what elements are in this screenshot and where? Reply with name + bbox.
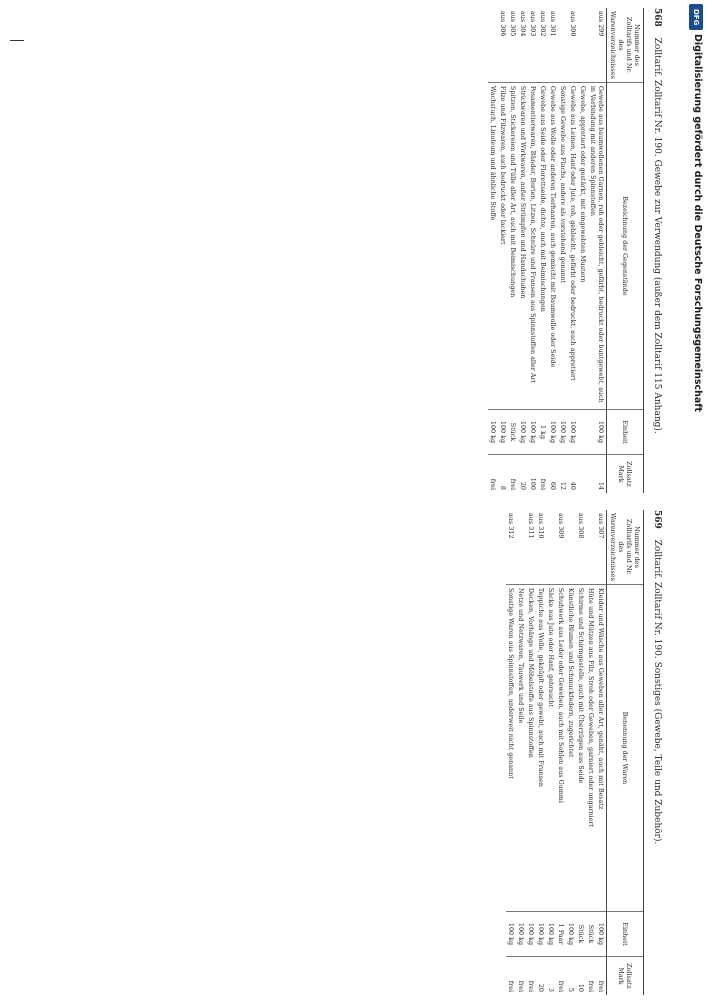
row-description: Schirme und Schirmgestelle, auch mit Überzügen aus Seide bbox=[576, 584, 586, 911]
row-unit: 100 kg bbox=[596, 912, 607, 957]
row-rate: 40 bbox=[568, 455, 578, 494]
table-row bbox=[506, 510, 516, 995]
table-row bbox=[518, 8, 528, 493]
row-unit: 100 kg bbox=[498, 410, 508, 455]
left-table-header-row bbox=[607, 8, 644, 493]
row-rate: frei bbox=[538, 455, 548, 494]
row-number: aus 301 bbox=[549, 11, 557, 37]
right-page-number: 569 bbox=[652, 510, 662, 529]
row-unit: 100 kg bbox=[518, 410, 528, 455]
row-unit: 100 kg bbox=[566, 912, 576, 957]
table-row bbox=[508, 8, 518, 493]
table-row bbox=[488, 8, 498, 493]
row-unit: 1 Paar bbox=[556, 912, 566, 957]
row-unit: 100 kg bbox=[546, 912, 556, 957]
row-description: Gewebe, appretiert oder gestärkt, mit eingewebten Mustern bbox=[578, 82, 588, 409]
table-row bbox=[548, 8, 558, 493]
row-rate: frei bbox=[526, 957, 536, 996]
dfg-logo: DFG bbox=[689, 4, 703, 30]
row-rate: 8 bbox=[498, 455, 508, 494]
table-row bbox=[536, 510, 546, 995]
right-table-header-row bbox=[607, 510, 644, 995]
right-page bbox=[50, 510, 670, 995]
digitization-credit: Digitalisierung gefördert durch die Deutsche Forschungsgemeinschaft bbox=[692, 34, 703, 412]
table-row bbox=[556, 510, 566, 995]
table-row bbox=[566, 510, 576, 995]
table-row bbox=[516, 510, 526, 995]
row-number bbox=[488, 8, 498, 82]
corner-mark bbox=[10, 40, 24, 41]
left-col-number: Nummer des Zolltarifs und Nr. des Warenverzeichnisses bbox=[607, 8, 644, 82]
row-unit: 1 kg bbox=[538, 410, 548, 455]
row-description: Gewebe aus Wolle oder anderen Tierhaaren, auch gemischt mit Baumwolle oder Seide bbox=[548, 82, 558, 409]
left-page-title: Zolltarif. Zolltarif Nr. 190. Gewebe zur Verwendung (außer dem Zolltarif 115 Anhang). bbox=[652, 37, 662, 434]
row-number: aus 303 bbox=[529, 11, 537, 37]
row-description: Sonstige Waren aus Spinnstoffen, anderweit nicht genannt bbox=[506, 584, 516, 911]
row-number: aus 306 bbox=[499, 11, 507, 37]
row-rate: frei bbox=[516, 957, 526, 996]
row-rate: frei bbox=[508, 455, 518, 494]
row-number bbox=[558, 8, 568, 82]
right-tariff-table bbox=[506, 510, 644, 995]
row-number: aus 304 bbox=[519, 11, 527, 37]
row-number: aus 308 bbox=[577, 513, 585, 539]
row-description: Posamentierwaren, Bänder, Borten, Litzen, Schnüre und Fransen aus Spinnstoffen aller Art bbox=[528, 82, 538, 409]
row-rate: 10 bbox=[576, 957, 586, 996]
row-description: Gewebe aus Seide oder Florettseide, dichte, auch mit Beimischungen bbox=[538, 82, 548, 409]
row-rate: 20 bbox=[536, 957, 546, 996]
row-number: aus 310 bbox=[537, 513, 545, 539]
row-number bbox=[586, 510, 596, 584]
row-rate: frei bbox=[488, 455, 498, 494]
row-unit: 100 kg bbox=[488, 410, 498, 455]
row-number: aus 300 bbox=[569, 11, 577, 37]
row-unit: 100 kg bbox=[526, 912, 536, 957]
row-description: Spitzen, Stickereien und Tülle aller Art, auch mit Beimischungen bbox=[508, 82, 518, 409]
row-unit: Stück bbox=[508, 410, 518, 455]
right-page-header bbox=[652, 510, 662, 995]
row-description: Teppiche aus Wolle, geknüpft oder gewebt, auch mit Fransen bbox=[536, 584, 546, 911]
row-rate: 20 bbox=[518, 455, 528, 494]
row-number bbox=[516, 510, 526, 584]
row-description: Strickwaren und Wirkwaren, außer Strümpfen und Handschuhen bbox=[518, 82, 528, 409]
row-description: Wachstuch, Linoleum und ähnliche Stoffe bbox=[488, 82, 498, 409]
left-col-rate: Zollsatz Mark bbox=[607, 455, 644, 494]
right-col-unit: Einheit bbox=[607, 912, 644, 957]
left-table-body bbox=[488, 8, 607, 493]
table-row bbox=[528, 8, 538, 493]
row-rate: frei bbox=[506, 957, 516, 996]
right-col-rate: Zollsatz Mark bbox=[607, 957, 644, 996]
row-unit: 100 kg bbox=[536, 912, 546, 957]
row-description: Gewebe aus baumwollenen Garnen, roh oder gebleicht, gefärbt, bedruckt oder buntgewebt, auch in Verbindung mit anderen Spinnstoffen bbox=[588, 82, 607, 409]
row-unit: Stück bbox=[576, 912, 586, 957]
row-number: aus 305 bbox=[509, 11, 517, 37]
row-unit: 100 kg bbox=[588, 410, 607, 455]
row-description: Gewebe aus Leinen, Hanf oder Jute, roh, gebleicht, gefärbt oder bedruckt, auch appretiert bbox=[568, 82, 578, 409]
table-row bbox=[588, 8, 607, 493]
row-description: Hüte und Mützen aus Filz, Stroh oder Geweben, garniert oder ungarniert bbox=[586, 584, 596, 911]
left-col-description: Bezeichnung der Gegenstände bbox=[607, 82, 644, 409]
row-description: Decken, Vorhänge und Möbelstoffe aus Spinnstoffen bbox=[526, 584, 536, 911]
row-number bbox=[546, 510, 556, 584]
right-col-number: Nummer des Zolltarifs und Nr. des Warenverzeichnisses bbox=[607, 510, 644, 584]
table-row bbox=[576, 510, 586, 995]
row-rate: 100 bbox=[528, 455, 538, 494]
row-description: Netze und Netzwaren, Tauwerk und Seile bbox=[516, 584, 526, 911]
row-number: aus 299 bbox=[597, 11, 605, 37]
row-number: aus 309 bbox=[557, 513, 565, 539]
row-rate: 3 bbox=[546, 957, 556, 996]
left-page-number: 568 bbox=[652, 8, 662, 27]
left-col-unit: Einheit bbox=[607, 410, 644, 455]
row-description: Kleider und Wäsche aus Geweben aller Art, genäht, auch mit Besatz bbox=[596, 584, 607, 911]
table-row bbox=[538, 8, 548, 493]
table-row bbox=[558, 8, 568, 493]
row-number bbox=[578, 8, 588, 82]
row-unit: 100 kg bbox=[506, 912, 516, 957]
right-page-title: Zolltarif. Zolltarif Nr. 190. Sonstiges (Gewebe, Teile und Zubehör). bbox=[652, 539, 662, 845]
row-rate bbox=[578, 455, 588, 494]
row-description: Säcke aus Jute oder Hanf, gebraucht bbox=[546, 584, 556, 911]
row-unit: 100 kg bbox=[568, 410, 578, 455]
left-page-header bbox=[652, 8, 662, 493]
row-unit: 100 kg bbox=[558, 410, 568, 455]
table-row bbox=[526, 510, 536, 995]
row-unit: 100 kg bbox=[548, 410, 558, 455]
row-number: aus 302 bbox=[539, 11, 547, 37]
left-page bbox=[50, 8, 670, 493]
table-row bbox=[578, 8, 588, 493]
row-unit bbox=[578, 410, 588, 455]
table-row bbox=[498, 8, 508, 493]
row-description: Sonstige Gewebe aus Flachs, andere als vorstehend genannt bbox=[558, 82, 568, 409]
row-rate: 12 bbox=[558, 455, 568, 494]
row-rate: 60 bbox=[548, 455, 558, 494]
table-row bbox=[596, 510, 607, 995]
row-description: Künstliche Blumen und Schmuckfedern, zugerichtet bbox=[566, 584, 576, 911]
row-rate: frei bbox=[556, 957, 566, 996]
right-col-description: Benennung der Waren bbox=[607, 584, 644, 911]
row-rate: frei bbox=[586, 957, 596, 996]
row-number: aus 311 bbox=[527, 513, 535, 539]
right-table-body bbox=[506, 510, 607, 995]
table-row bbox=[546, 510, 556, 995]
left-tariff-table bbox=[488, 8, 644, 493]
row-rate: 5 bbox=[566, 957, 576, 996]
row-unit: Stück bbox=[586, 912, 596, 957]
row-number: aus 312 bbox=[507, 513, 515, 539]
row-rate: frei bbox=[596, 957, 607, 996]
row-unit: 100 kg bbox=[516, 912, 526, 957]
row-number: aus 307 bbox=[597, 513, 605, 539]
rotated-landscape-page bbox=[50, 0, 670, 1000]
row-rate: 14 bbox=[588, 455, 607, 494]
row-number bbox=[566, 510, 576, 584]
table-row bbox=[586, 510, 596, 995]
row-description: Schuhwerk aus Leder oder Geweben, auch mit Sohlen aus Gummi bbox=[556, 584, 566, 911]
row-description: Filze und Filzwaren, auch bedruckt oder lackiert bbox=[498, 82, 508, 409]
row-unit: 100 kg bbox=[528, 410, 538, 455]
table-row bbox=[568, 8, 578, 493]
